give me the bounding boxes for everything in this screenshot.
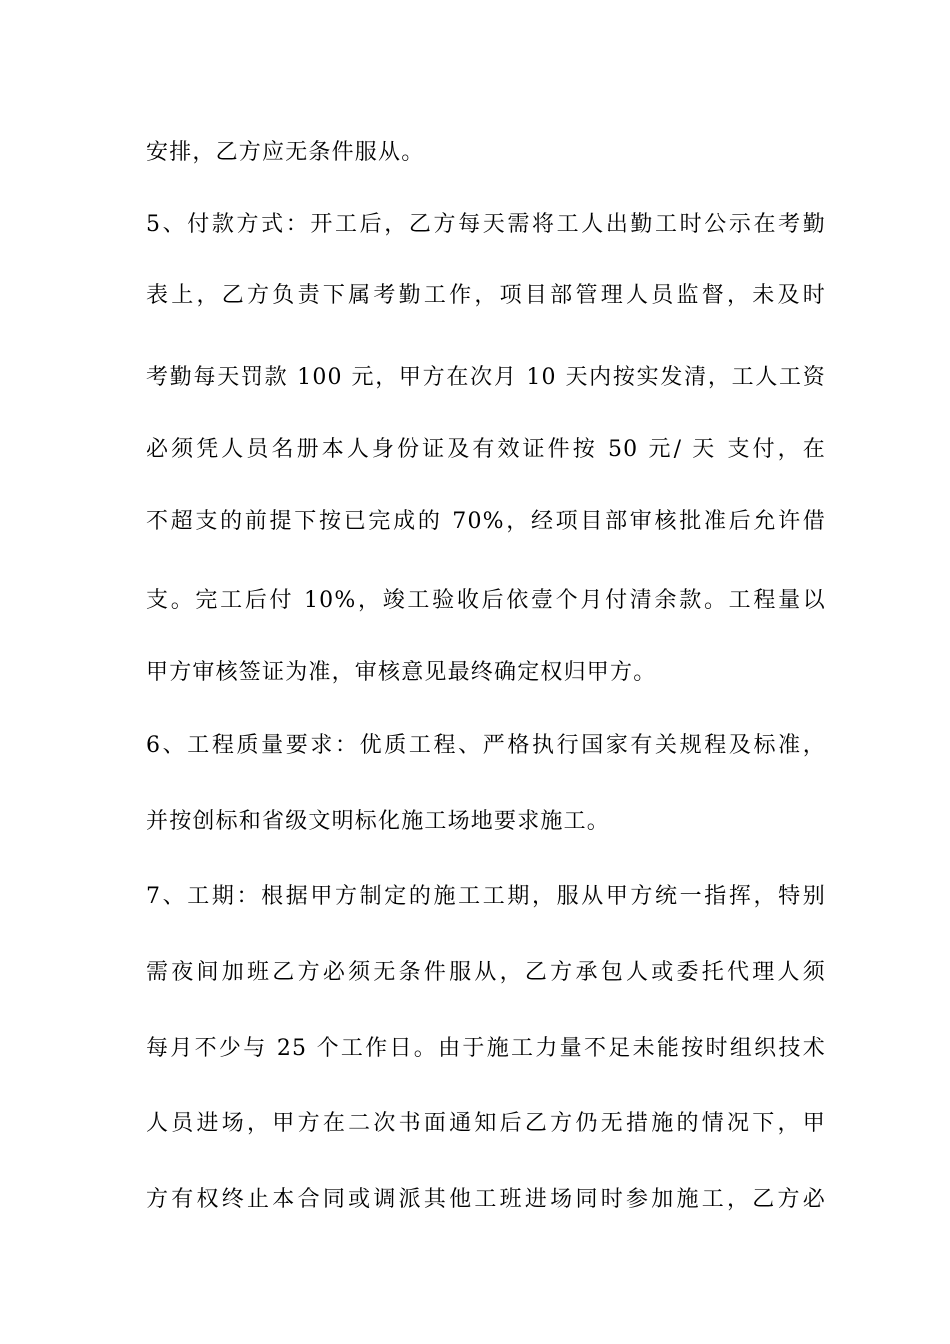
text-line: 表上，乙方负责下属考勤工作，项目部管理人员监督，未及时 <box>146 283 826 308</box>
text-line: 6、工程质量要求：优质工程、严格执行国家有关规程及标准， <box>146 733 826 758</box>
text-line: 需夜间加班乙方必须无条件服从，乙方承包人或委托代理人须 <box>146 960 826 985</box>
text-line: 方有权终止本合同或调派其他工班进场同时参加施工，乙方必 <box>146 1187 826 1212</box>
text-line: 并按创标和省级文明标化施工场地要求施工。 <box>146 809 611 834</box>
text-line: 不超支的前提下按已完成的 70%，经项目部审核批准后允许借 <box>146 509 826 534</box>
text-line: 人员进场，甲方在二次书面通知后乙方仍无措施的情况下，甲 <box>146 1111 826 1136</box>
text-line: 7、工期：根据甲方制定的施工工期，服从甲方统一指挥，特别 <box>146 884 826 909</box>
text-line: 每月不少与 25 个工作日。由于施工力量不足未能按时组织技术 <box>146 1036 826 1061</box>
text-line: 安排，乙方应无条件服从。 <box>146 140 425 165</box>
text-line: 考勤每天罚款 100 元，甲方在次月 10 天内按实发清，工人工资 <box>146 365 826 390</box>
text-line: 甲方审核签证为准，审核意见最终确定权归甲方。 <box>146 660 657 685</box>
text-line: 支。完工后付 10%，竣工验收后依壹个月付清余款。工程量以 <box>146 588 826 613</box>
text-line: 必须凭人员名册本人身份证及有效证件按 50 元/ 天 支付，在 <box>146 437 826 462</box>
text-line: 5、付款方式：开工后，乙方每天需将工人出勤工时公示在考勤 <box>146 212 826 237</box>
